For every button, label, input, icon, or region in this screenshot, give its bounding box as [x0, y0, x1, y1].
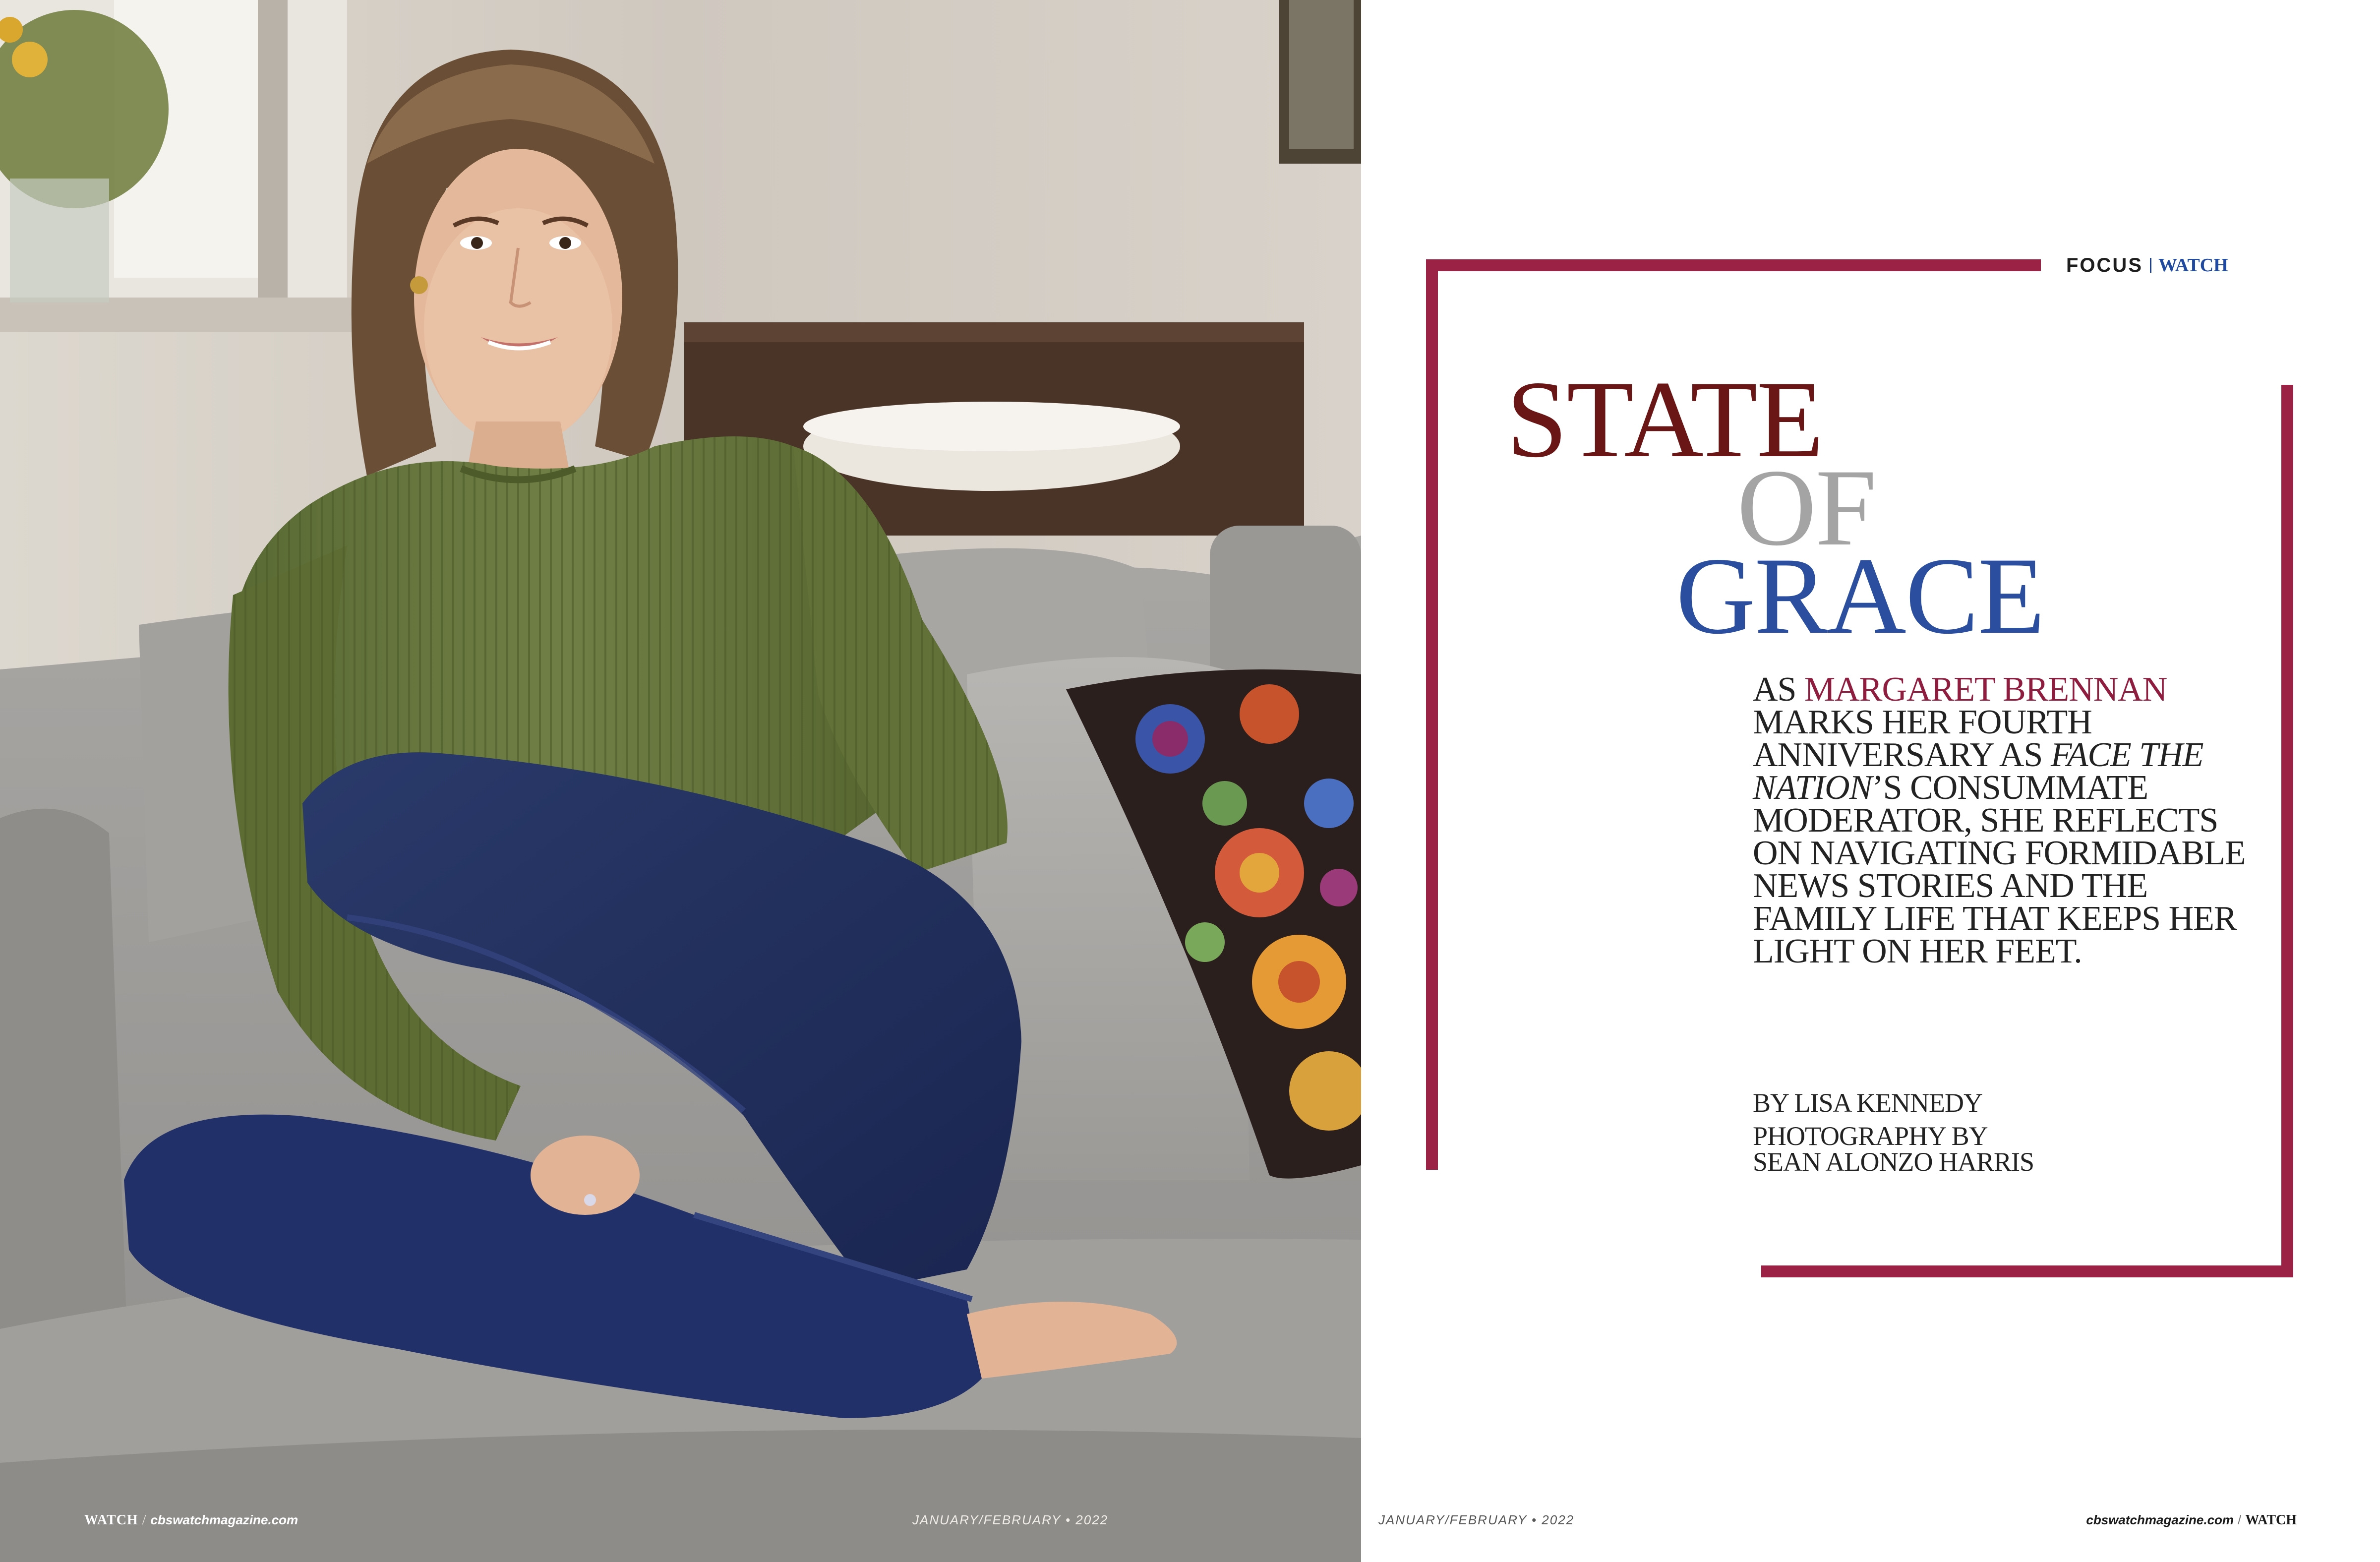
deck-lead: AS [1753, 670, 1804, 709]
headline-line-2: OF [1737, 447, 1876, 569]
deck-part-1: MARKS HER FOURTH ANNIVERSARY AS [1753, 703, 2092, 774]
folio-separator-right: / [2238, 1512, 2242, 1527]
section-divider [2150, 258, 2151, 273]
folio-right-brand [2086, 1512, 2297, 1528]
folio-separator: / [142, 1512, 147, 1528]
headline-line-3: GRACE [1676, 535, 2044, 657]
frame-left-rule [1426, 259, 1438, 1170]
frame-bottom-rule [1761, 1265, 2293, 1277]
photo-credit [1753, 1123, 2034, 1175]
folio-brand-right: WATCH [2245, 1512, 2297, 1528]
headline-line-1: STATE [1506, 359, 1823, 481]
photographer-name: SEAN ALONZO HARRIS [1753, 1147, 2034, 1177]
deck-show-title: FACE THE NATION [1753, 736, 2203, 807]
frame-top-rule [1426, 259, 2041, 271]
folio-brand: WATCH [84, 1512, 138, 1528]
frame-right-rule [2281, 385, 2293, 1276]
author-prefix: BY [1753, 1088, 1794, 1118]
deck-subject-name: MARGARET BRENNAN [1804, 670, 2167, 709]
folio-left-date: JANUARY/FEBRUARY • 2022 [912, 1512, 1109, 1527]
folio-url-right[interactable]: cbswatchmagazine.com [2086, 1512, 2234, 1527]
section-tag [2066, 253, 2228, 278]
article-opener [1361, 0, 2380, 1562]
photo-credit-prefix: PHOTOGRAPHY BY [1753, 1121, 1988, 1151]
deck-part-2: ’S CONSUMMATE MODERATOR, SHE REFLECTS ON NAVIGATING FORMIDABLE NEWS STORIES AND THE FAMILY LIFE THAT KEEPS HER LIGHT ON HER FEET. [1753, 769, 2246, 970]
section-magazine: WATCH [2158, 255, 2228, 276]
folio-left-brand [84, 1512, 298, 1528]
author-name: LISA KENNEDY [1794, 1088, 1982, 1118]
folio-url[interactable]: cbswatchmagazine.com [150, 1512, 298, 1527]
section-label: FOCUS [2066, 254, 2143, 276]
author-credit [1753, 1090, 1982, 1116]
deck-text [1753, 670, 2268, 970]
folio-right-date: JANUARY/FEBRUARY • 2022 [1378, 1512, 1575, 1527]
